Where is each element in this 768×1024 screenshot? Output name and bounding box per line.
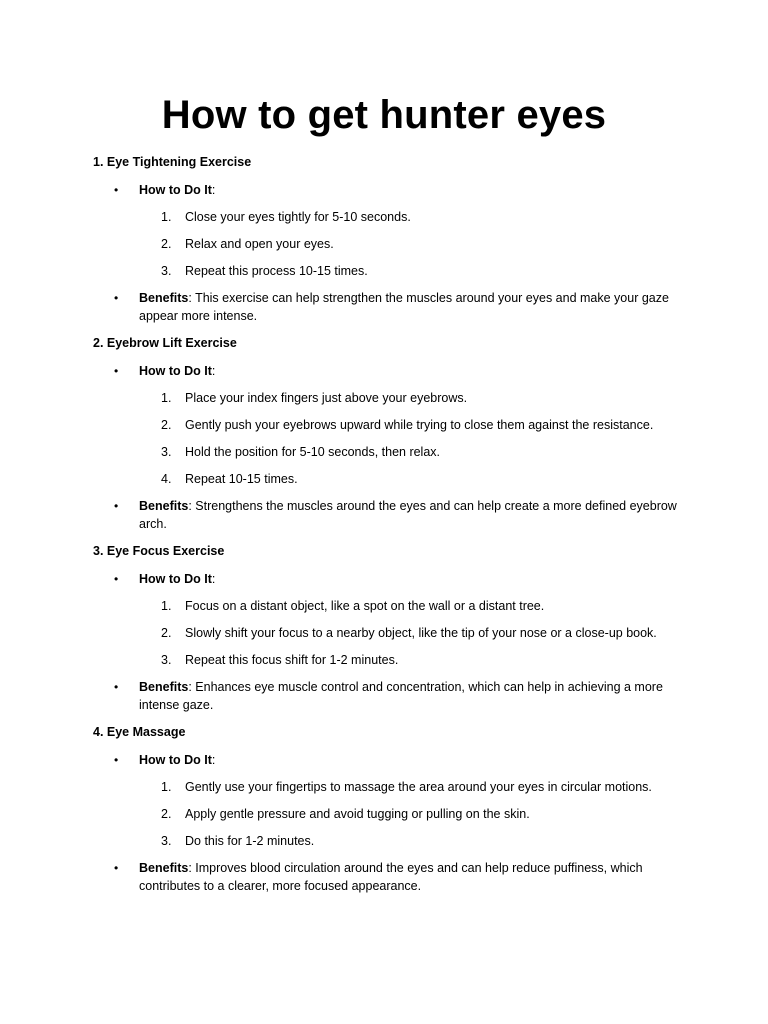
bullet-list (93, 181, 683, 325)
step-number: 3. (161, 264, 172, 278)
bullet-list (93, 570, 683, 714)
step-item (139, 443, 683, 461)
step-text: Do this for 1-2 minutes. (185, 834, 315, 848)
benefits-label: Benefits (139, 861, 189, 875)
label-colon: : (188, 680, 196, 694)
section-eye-tightening (93, 153, 683, 325)
label-colon: : (211, 364, 216, 378)
steps-list (139, 389, 683, 488)
step-number: 4. (161, 472, 172, 486)
how-to-label: How to Do It (139, 572, 212, 586)
label-colon: : (188, 499, 196, 513)
step-text: Close your eyes tightly for 5-10 seconds. (185, 210, 411, 224)
how-to-label: How to Do It (139, 183, 212, 197)
step-number: 1. (161, 599, 172, 613)
step-item (139, 389, 683, 407)
steps-list (139, 208, 683, 280)
label-colon: : (188, 861, 196, 875)
bullet-icon: • (114, 183, 119, 197)
label-colon: : (211, 572, 216, 586)
bullet-icon: • (114, 753, 119, 767)
benefits-text: Enhances eye muscle control and concentration, which can help in achieving a more intense gaze. (139, 680, 663, 712)
step-text: Focus on a distant object, like a spot on the wall or a distant tree. (185, 599, 545, 613)
bullet-icon: • (114, 572, 119, 586)
benefits-item (93, 289, 683, 325)
label-colon: : (188, 291, 196, 305)
step-item (139, 651, 683, 669)
step-item (139, 778, 683, 796)
step-number: 3. (161, 834, 172, 848)
bullet-icon: • (114, 861, 119, 875)
section-heading: 2. Eyebrow Lift Exercise (93, 336, 237, 350)
section-heading: 3. Eye Focus Exercise (93, 544, 225, 558)
section-eye-focus (93, 542, 683, 714)
step-number: 1. (161, 780, 172, 794)
bullet-list (93, 751, 683, 895)
label-colon: : (211, 753, 216, 767)
step-item (139, 470, 683, 488)
benefits-item (93, 678, 683, 714)
section-heading: 1. Eye Tightening Exercise (93, 155, 252, 169)
how-to-item (93, 751, 683, 850)
step-text: Apply gentle pressure and avoid tugging or pulling on the skin. (185, 807, 530, 821)
section-eye-massage (93, 723, 683, 895)
step-number: 3. (161, 445, 172, 459)
step-number: 2. (161, 807, 172, 821)
label-colon: : (211, 183, 216, 197)
step-item (139, 208, 683, 226)
step-text: Slowly shift your focus to a nearby object, like the tip of your nose or a close-up book. (185, 626, 657, 640)
benefits-item (93, 859, 683, 895)
step-number: 2. (161, 418, 172, 432)
step-text: Hold the position for 5-10 seconds, then relax. (185, 445, 441, 459)
benefits-text: This exercise can help strengthen the muscles around your eyes and make your gaze appear more intense. (139, 291, 669, 323)
benefits-text: Strengthens the muscles around the eyes and can help create a more defined eyebrow arch. (139, 499, 677, 531)
how-to-item (93, 181, 683, 280)
how-to-label: How to Do It (139, 753, 212, 767)
document-body (93, 153, 683, 904)
step-item (139, 235, 683, 253)
bullet-icon: • (114, 364, 119, 378)
bullet-icon: • (114, 680, 119, 694)
step-item (139, 805, 683, 823)
step-text: Repeat this focus shift for 1-2 minutes. (185, 653, 399, 667)
section-eyebrow-lift (93, 334, 683, 533)
step-text: Relax and open your eyes. (185, 237, 334, 251)
step-item (139, 416, 683, 434)
step-number: 2. (161, 237, 172, 251)
step-text: Place your index fingers just above your eyebrows. (185, 391, 468, 405)
step-number: 3. (161, 653, 172, 667)
step-text: Gently push your eyebrows upward while trying to close them against the resistance. (185, 418, 654, 432)
how-to-item (93, 362, 683, 488)
step-number: 1. (161, 210, 172, 224)
document-title: How to get hunter eyes (161, 93, 607, 137)
how-to-label: How to Do It (139, 364, 212, 378)
bullet-icon: • (114, 291, 119, 305)
benefits-item (93, 497, 683, 533)
step-number: 2. (161, 626, 172, 640)
step-text: Repeat 10-15 times. (185, 472, 298, 486)
benefits-label: Benefits (139, 499, 189, 513)
benefits-text: Improves blood circulation around the eyes and can help reduce puffiness, which contributes to a clearer, more focused appearance. (139, 861, 643, 893)
steps-list (139, 597, 683, 669)
step-number: 1. (161, 391, 172, 405)
benefits-label: Benefits (139, 291, 189, 305)
step-item (139, 597, 683, 615)
step-item (139, 832, 683, 850)
bullet-icon: • (114, 499, 119, 513)
step-text: Gently use your fingertips to massage the area around your eyes in circular motions. (185, 780, 652, 794)
step-text: Repeat this process 10-15 times. (185, 264, 368, 278)
step-item (139, 624, 683, 642)
benefits-label: Benefits (139, 680, 189, 694)
section-heading: 4. Eye Massage (93, 725, 186, 739)
how-to-item (93, 570, 683, 669)
steps-list (139, 778, 683, 850)
bullet-list (93, 362, 683, 533)
step-item (139, 262, 683, 280)
